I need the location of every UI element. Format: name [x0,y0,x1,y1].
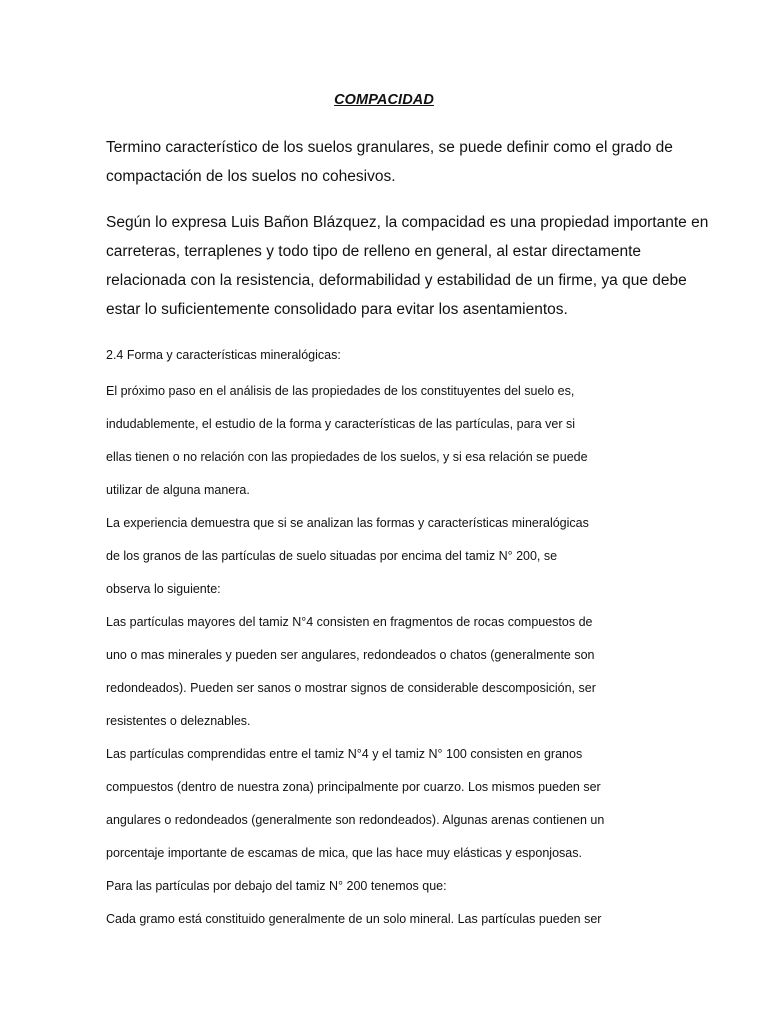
text-line: observa lo siguiente: [106,582,221,596]
text-line: Según lo expresa Luis Bañon Blázquez, la compacidad es una propiedad importante en [106,214,709,231]
text-line: La experiencia demuestra que si se analizan las formas y características mineralógicas [106,516,589,530]
text-line: compactación de los suelos no cohesivos. [106,168,396,185]
section-body [106,375,666,936]
text-line: indudablemente, el estudio de la forma y características de las partículas, para ver si [106,417,575,431]
text-line: uno o mas minerales y pueden ser angulares, redondeados o chatos (generalmente son [106,648,595,662]
text-line: Termino característico de los suelos granulares, se puede definir como el grado de [106,139,673,156]
text-line: El próximo paso en el análisis de las propiedades de los constituyentes del suelo es, [106,384,575,398]
text-line: resistentes o deleznables. [106,714,251,728]
text-line: porcentaje importante de escamas de mica, que las hace muy elásticas y esponjosas. [106,846,582,860]
text-line: estar lo suficientemente consolidado para evitar los asentamientos. [106,301,568,318]
text-line: Cada gramo está constituido generalmente de un solo mineral. Las partículas pueden ser [106,912,602,926]
text-line: angulares o redondeados (generalmente son redondeados). Algunas arenas contienen un [106,813,605,827]
text-line: Para las partículas por debajo del tamiz N° 200 tenemos que: [106,879,447,893]
text-line: carreteras, terraplenes y todo tipo de relleno en general, al estar directamente [106,243,642,260]
paragraph-compacidad-definition [106,133,673,191]
text-line: compuestos (dentro de nuestra zona) principalmente por cuarzo. Los mismos pueden ser [106,780,601,794]
text-line: Las partículas mayores del tamiz N°4 consisten en fragmentos de rocas compuestos de [106,615,593,629]
text-line: utilizar de alguna manera. [106,483,250,497]
text-line: Las partículas comprendidas entre el tamiz N°4 y el tamiz N° 100 consisten en granos [106,747,583,761]
text-line: de los granos de las partículas de suelo situadas por encima del tamiz N° 200, se [106,549,558,563]
text-line: relacionada con la resistencia, deformabilidad y estabilidad de un firme, ya que debe [106,272,687,289]
text-line: redondeados). Pueden ser sanos o mostrar signos de considerable descomposición, ser [106,681,596,695]
document-title: COMPACIDAD [334,92,434,108]
text-line: ellas tienen o no relación con las propiedades de los suelos, y si esa relación se puede [106,450,588,464]
paragraph-banon-quote [106,208,709,324]
section-heading: 2.4 Forma y características mineralógicas: [106,348,341,362]
